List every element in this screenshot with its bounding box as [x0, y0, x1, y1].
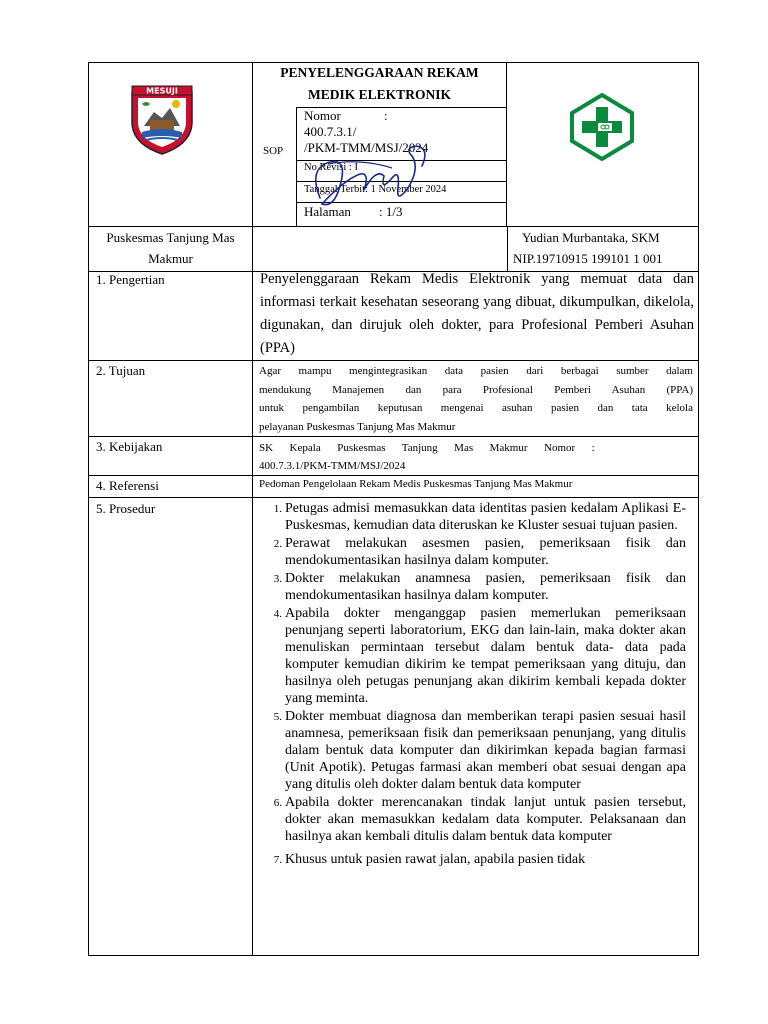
prosedur-item: [266, 794, 686, 845]
border-bottom: [88, 955, 699, 956]
tujuan-line-3: untuk pengambilan keputusan mengenai asuhan pasien dan tata kelola: [259, 402, 693, 414]
doc-title-line2: MEDIK ELEKTRONIK: [308, 87, 451, 102]
prosedur-item-number: 3.: [273, 573, 282, 585]
tujuan-line-2: mendukung Manajemen dan para Profesional Pemberi Asuhan (PPA): [259, 383, 693, 396]
prosedur-item-text: Petugas admisi memasukkan data identitas pasien kedalam Aplikasi E-Puskesmas, kemudian data diteruskan ke Kluster sesuai tujuan pasien.: [285, 501, 686, 533]
logo-banner-text: MESUJI: [146, 86, 178, 96]
prosedur-item-text: Dokter membuat diagnosa dan memberikan terapi pasien sesuai hasil anamnesa, pemeriksaan fisik dan pemeriksaan penunjang, yang ditulis dalam bentuk data komputer dan dikirimkan kepada bagian farmasi (Unit Apotik). Petugas farmasi akan memberi obat sesuai dengan apa yang ditulis oleh dokter dalam bentuk data komputer: [285, 709, 686, 792]
puskesmas-logo: [568, 93, 636, 161]
prosedur-item-text: Perawat melakukan asesmen pasien, pemeriksaan fisik dan mendokumentasikan hasilnya dalam komputer.: [285, 536, 686, 568]
doc-title-line1: PENYELENGGARAAN REKAM: [280, 65, 479, 80]
section-label-kebijakan: 3. Kebijakan: [96, 439, 163, 454]
prosedur-item-text: Dokter melakukan anamnesa pasien, pemeriksaan fisik dan mendokumentasikan hasilnya dalam komputer.: [285, 571, 686, 603]
puskesmas-name-line2: Makmur: [148, 251, 193, 266]
signer-nip: NIP.19710915 199101 1 001: [513, 251, 663, 266]
prosedur-item: [266, 708, 686, 793]
signature: [300, 128, 450, 220]
section-label-referensi: 4. Referensi: [96, 478, 159, 493]
nomor-value-line1: 400.7.3.1/: [304, 124, 357, 139]
border-left: [88, 62, 89, 956]
prosedur-item: [266, 500, 686, 534]
sop-label: SOP: [263, 145, 284, 157]
prosedur-item-number: 7.: [273, 854, 282, 866]
tujuan-line-1: Agar mampu mengintegrasikan data pasien dari berbagai sumber dalam: [259, 365, 693, 377]
prosedur-item-number: 2.: [273, 538, 282, 550]
border-right: [698, 62, 699, 956]
prosedur-item: [266, 605, 686, 707]
prosedur-item-number: 5.: [273, 711, 282, 723]
signer-name: Yudian Murbantaka, SKM: [522, 230, 660, 245]
halaman-label: Halaman: [304, 204, 351, 219]
nomor-colon: :: [384, 108, 388, 123]
prosedur-item-text: Apabila dokter menganggap pasien memerlukan pemeriksaan penunjang seperti laboratorium, EKG dan lain-lain, maka dokter akan menuliskan permintaan tersebut dalam bentuk data- data pada komputer kemudian dikirim ke tempat pemeriksaan yang dituju, dan hasilnya oleh petugas penunjang akan dikirim kembali kepada dokter yang meminta.: [285, 606, 686, 706]
prosedur-item: [266, 535, 686, 569]
divider-label-column: [252, 62, 253, 956]
rule-section-4-top: [88, 475, 699, 476]
rule-section-3-top: [88, 436, 699, 437]
kebijakan-line-1: SK Kepala Puskesmas Tanjung Mas Makmur Nomor :: [259, 442, 595, 454]
nomor-value-line2: /PKM-TMM/MSJ/2024: [304, 140, 429, 155]
tujuan-line-4: pelayanan Puskesmas Tanjung Mas Makmur: [259, 420, 456, 433]
prosedur-item-text: Apabila dokter merencanakan tindak lanjut untuk pasien tersebut, dokter akan memasukkan kedalam data komputer. Pelaksanaan dan hasilnya akan kembali ditulis dalam bentuk data komputer: [285, 795, 686, 844]
nomor-label: Nomor: [304, 108, 341, 123]
prosedur-item-text: Khusus untuk pasien rawat jalan, apabila pasien tidak: [285, 852, 586, 867]
prosedur-item-number: 4.: [273, 608, 282, 620]
prosedur-list: [266, 500, 686, 869]
mesuji-logo: [124, 82, 200, 158]
referensi-text: Pedoman Pengelolaan Rekam Medis Puskesmas Tanjung Mas Makmur: [259, 478, 573, 490]
tanggal-terbit-field: Tanggal Terbit: 1 November 2024: [304, 184, 447, 195]
puskesmas-name-line1: Puskesmas Tanjung Mas: [106, 230, 235, 245]
prosedur-item-number: 1.: [273, 503, 282, 515]
kebijakan-line-2: 400.7.3.1/PKM-TMM/MSJ/2024: [259, 460, 406, 472]
pengertian-text: Penyelenggaraan Rekam Medis Elektronik yang memuat data dan informasi terkait kesehatan seseorang yang dibuat, dikumpulkan, dikelola, digunakan, dan dirujuk oleh dokter, para Profesional Pemberi Asuhan (PPA): [260, 271, 694, 356]
prosedur-item: [266, 851, 686, 868]
prosedur-item-number: 6.: [273, 797, 282, 809]
section-label-prosedur: 5. Prosedur: [96, 501, 156, 516]
halaman-value: : 1/3: [379, 204, 403, 219]
prosedur-item: [266, 570, 686, 604]
revisi-field: No Revisi : I: [304, 162, 358, 173]
section-label-tujuan: 2. Tujuan: [96, 363, 146, 378]
rule-section-2-top: [88, 360, 699, 361]
section-label-pengertian: 1. Pengertian: [96, 272, 165, 287]
divider-sop-column: [296, 107, 297, 226]
rule-section-5-top: [88, 497, 699, 498]
